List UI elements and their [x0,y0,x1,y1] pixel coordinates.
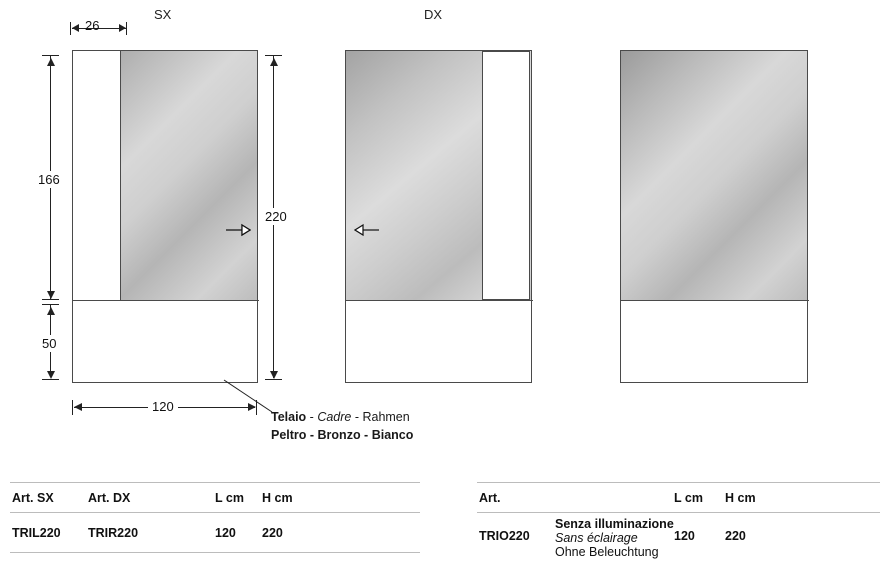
table-left-cell-h: 220 [262,526,283,540]
cabinet-sx [72,50,258,383]
table-left-header-art-dx: Art. DX [88,491,131,505]
dim-26-tick-right [126,22,127,35]
callout-rahmen: Rahmen [362,410,410,424]
dim-120-arrow-left [74,403,82,411]
callout-sep-2: - [351,410,363,424]
table-right-rule-mid [477,512,880,513]
view-label-dx: DX [424,7,443,22]
frame-strip-sx [73,51,121,300]
cabinet-dx [345,50,532,383]
table-right-cell-desc-italic: Sans éclairage [555,531,638,545]
dim-166-value: 166 [38,172,60,187]
table-right-cell-h: 220 [725,529,746,543]
dim-166-arrow-bottom [47,291,55,299]
table-right-cell-code: TRIO220 [479,529,530,543]
table-left-header-art-sx: Art. SX [12,491,54,505]
dim-50-value: 50 [42,336,57,351]
table-left-rule-bottom [10,552,420,553]
callout-sep-1: - [306,410,318,424]
dim-166-tick-top [42,55,59,56]
dim-50-tick-top [42,304,59,305]
table-right-header-h: H cm [725,491,756,505]
frame-strip-dx [482,51,530,300]
callout-line-1 [271,408,410,426]
table-right-cell-desc-bold: Senza illuminazione [555,517,674,531]
base-panel-sx [73,301,257,382]
dim-166-arrow-top [47,58,55,66]
table-right-cell-l: 120 [674,529,695,543]
dim-50-arrow-top [47,307,55,315]
dim-50-tick-bottom [42,379,59,380]
table-left-rule-mid [10,512,420,513]
table-left-header-l: L cm [215,491,244,505]
callout-leader-line [222,378,278,414]
arrow-left-icon-dx [354,223,380,237]
view-label-sx: SX [154,7,172,22]
dim-166-tick-bottom [42,299,59,300]
table-right [477,482,880,562]
table-left-cell-l: 120 [215,526,236,540]
table-left-header-h: H cm [262,491,293,505]
base-panel-plain [621,301,807,382]
table-right-cell-desc-plain: Ohne Beleuchtung [555,545,659,559]
table-right-header-art: Art. [479,491,501,505]
dim-26-arrow-left [72,24,79,32]
callout-cadre: Cadre [317,410,352,424]
dim-26-arrow-right [119,24,126,32]
base-panel-dx [346,301,531,382]
dim-50-arrow-bottom [47,371,55,379]
table-left-cell-artdx: TRIR220 [88,526,139,540]
dim-120-value: 120 [148,399,178,414]
callout-line-2: Peltro - Bronzo - Bianco [271,428,414,442]
cabinet-plain [620,50,808,383]
table-left-rule-top [10,482,420,483]
table-left-cell-artsx: TRIL220 [12,526,61,540]
mirror-panel-plain [621,51,807,300]
dim-26-value: 26 [85,18,100,33]
table-right-header-l: L cm [674,491,703,505]
callout-telaio: Telaio [271,410,307,424]
dim-220-arrow-top [270,58,278,66]
arrow-right-icon-sx [225,223,251,237]
table-left [10,482,420,554]
dim-220-tick-top [265,55,282,56]
table-right-rule-top [477,482,880,483]
dim-220-value: 220 [265,209,287,224]
